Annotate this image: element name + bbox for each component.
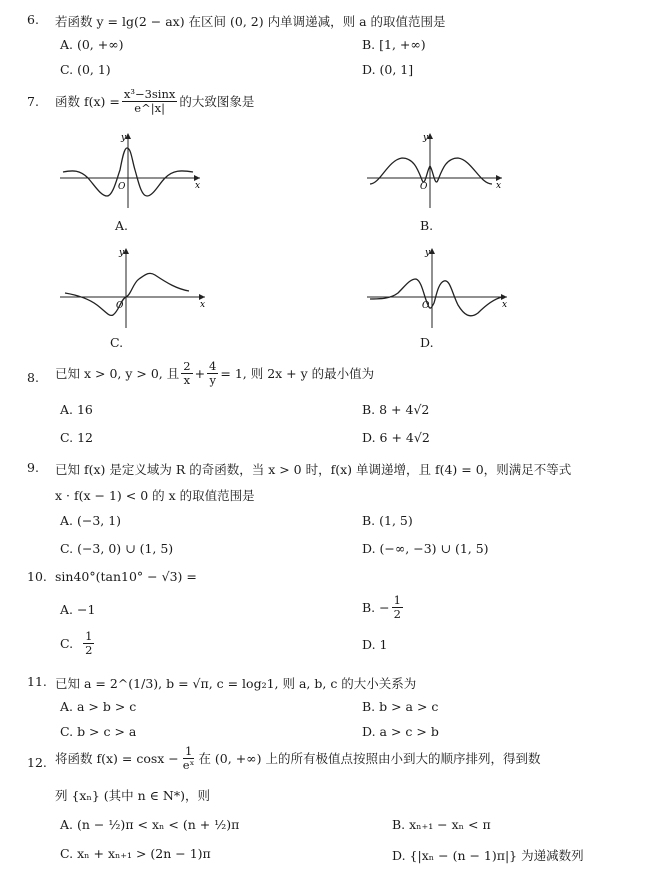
q6-option-a: A. (0, +∞) [60, 37, 124, 52]
q8-option-a: A. 16 [60, 402, 93, 417]
q12-stem-suffix: 在 (0, +∞) 上的所有极值点按照由小到大的顺序排列，得到数 [198, 751, 541, 767]
q9-stem-line-2: x · f(x − 1) < 0 的 x 的取值范围是 [55, 488, 255, 503]
q10-option-b-numerator: 1 [393, 593, 401, 607]
q7-graph-b-x-label: x [496, 181, 502, 191]
q9-number: 9. [27, 460, 39, 475]
q10-option-c-fraction [83, 630, 94, 656]
q9-option-d: D. (−∞, −3) ∪ (1, 5) [362, 541, 489, 556]
q6-option-d: D. (0, 1] [362, 62, 414, 77]
q12-stem-line-1 [55, 745, 540, 771]
q7-graph-d [362, 245, 512, 330]
q7-graph-d-x-label: x [502, 300, 508, 310]
q11-option-a: A. a > b > c [60, 699, 137, 714]
q10-option-a: A. −1 [60, 602, 96, 617]
q9-stem-line-1: 已知 f(x) 是定义域为 R 的奇函数，当 x > 0 时，f(x) 单调递增，且 f(4) = 0，则满足不等式 [55, 462, 572, 477]
q12-stem-fraction-numerator: 1 [184, 744, 193, 758]
q7-graph-b [362, 130, 507, 210]
q7-graph-b-label: B. [420, 218, 434, 233]
q10-option-b-denominator: 2 [393, 606, 401, 621]
q10-option-b-prefix: B. − [362, 599, 390, 615]
q7-graph-a-x-label: x [195, 181, 201, 191]
q9-option-a: A. (−3, 1) [60, 513, 122, 528]
q7-graph-d-y-label: y [425, 248, 431, 258]
q12-option-c: C. xₙ + xₙ₊₁ > (2n − 1)π [60, 846, 211, 861]
q8-plus-sign: + [194, 365, 206, 381]
q7-graph-c-x-label: x [200, 300, 206, 310]
q9-option-b: B. (1, 5) [362, 513, 413, 528]
q8-stem-prefix: 已知 x > 0, y > 0, 且 [55, 366, 180, 382]
q8-fraction-2-numerator: 4 [209, 359, 217, 373]
q12-stem-fraction [181, 745, 197, 771]
q7-fraction-numerator: x³−3sinx [123, 87, 176, 101]
q12-stem-fraction-denominator: eˣ [182, 757, 195, 772]
q8-number: 8. [27, 370, 39, 385]
q12-stem-prefix: 将函数 f(x) = cosx − [55, 751, 179, 767]
q12-stem-line-2: 列 {xₙ} (其中 n ∈ N*)，则 [55, 788, 210, 803]
q8-stem-suffix: = 1, 则 2x + y 的最小值为 [220, 366, 375, 382]
q7-graph-d-label: D. [420, 335, 434, 350]
q7-graph-a-origin-label: O [118, 182, 126, 192]
q6-option-b: B. [1, +∞) [362, 37, 426, 52]
q11-number: 11. [27, 674, 47, 689]
q11-option-c: C. b > c > a [60, 724, 137, 739]
q10-option-c-prefix: C. [60, 635, 74, 651]
q10-option-c-numerator: 1 [85, 629, 93, 643]
q9-option-c: C. (−3, 0) ∪ (1, 5) [60, 541, 174, 556]
q7-graph-c-y-label: y [119, 248, 125, 258]
q7-graph-a [55, 130, 205, 210]
q10-option-c [60, 630, 96, 656]
q12-option-b: B. xₙ₊₁ − xₙ < π [392, 817, 491, 832]
q8-fraction-2 [207, 360, 218, 386]
q7-graph-c-origin-label: O [116, 301, 124, 311]
q7-fraction-denominator: e^|x| [134, 100, 165, 115]
q11-stem: 已知 a = 2^(1/3), b = √π, c = log₂1, 则 a, b, c 的大小关系为 [55, 676, 417, 691]
q6-stem: 若函数 y = lg(2 − ax) 在区间 (0, 2) 内单调递减，则 a 的取值范围是 [55, 14, 446, 29]
q8-option-b: B. 8 + 4√2 [362, 402, 430, 417]
q7-graph-a-label: A. [115, 218, 129, 233]
q10-option-c-denominator: 2 [85, 642, 93, 657]
q10-stem: sin40°(tan10° − √3) = [55, 569, 197, 584]
q6-option-c: C. (0, 1) [60, 62, 111, 77]
q12-option-a: A. (n − ½)π < xₙ < (n + ½)π [60, 817, 240, 832]
q7-graph-b-y-label: y [423, 133, 429, 143]
q10-option-d: D. 1 [362, 637, 388, 652]
q7-graph-d-origin-label: O [422, 301, 430, 311]
q7-graph-b-origin-label: O [420, 182, 428, 192]
q7-stem-suffix: 的大致图象是 [179, 94, 255, 110]
q12-option-d: D. {|xₙ − (n − 1)π|} 为递减数列 [392, 848, 584, 863]
q12-number: 12. [27, 755, 47, 770]
q7-stem [55, 88, 254, 114]
q7-stem-prefix: 函数 f(x) = [55, 94, 120, 110]
q8-fraction-1-numerator: 2 [183, 359, 191, 373]
q10-number: 10. [27, 569, 47, 584]
q11-option-b: B. b > a > c [362, 699, 439, 714]
q8-option-c: C. 12 [60, 430, 93, 445]
q7-fraction [122, 88, 178, 114]
q7-number: 7. [27, 94, 39, 109]
q7-graph-c-label: C. [110, 335, 124, 350]
q7-graph-c [55, 245, 210, 330]
q8-fraction-2-denominator: y [209, 372, 216, 387]
q6-number: 6. [27, 12, 39, 27]
q10-option-b-fraction [392, 594, 403, 620]
q11-option-d: D. a > c > b [362, 724, 439, 739]
q7-graph-a-y-label: y [121, 133, 127, 143]
q8-fraction-1 [181, 360, 192, 386]
q8-stem [55, 360, 374, 386]
q10-option-b [362, 594, 405, 620]
q8-option-d: D. 6 + 4√2 [362, 430, 430, 445]
q8-fraction-1-denominator: x [183, 372, 191, 387]
